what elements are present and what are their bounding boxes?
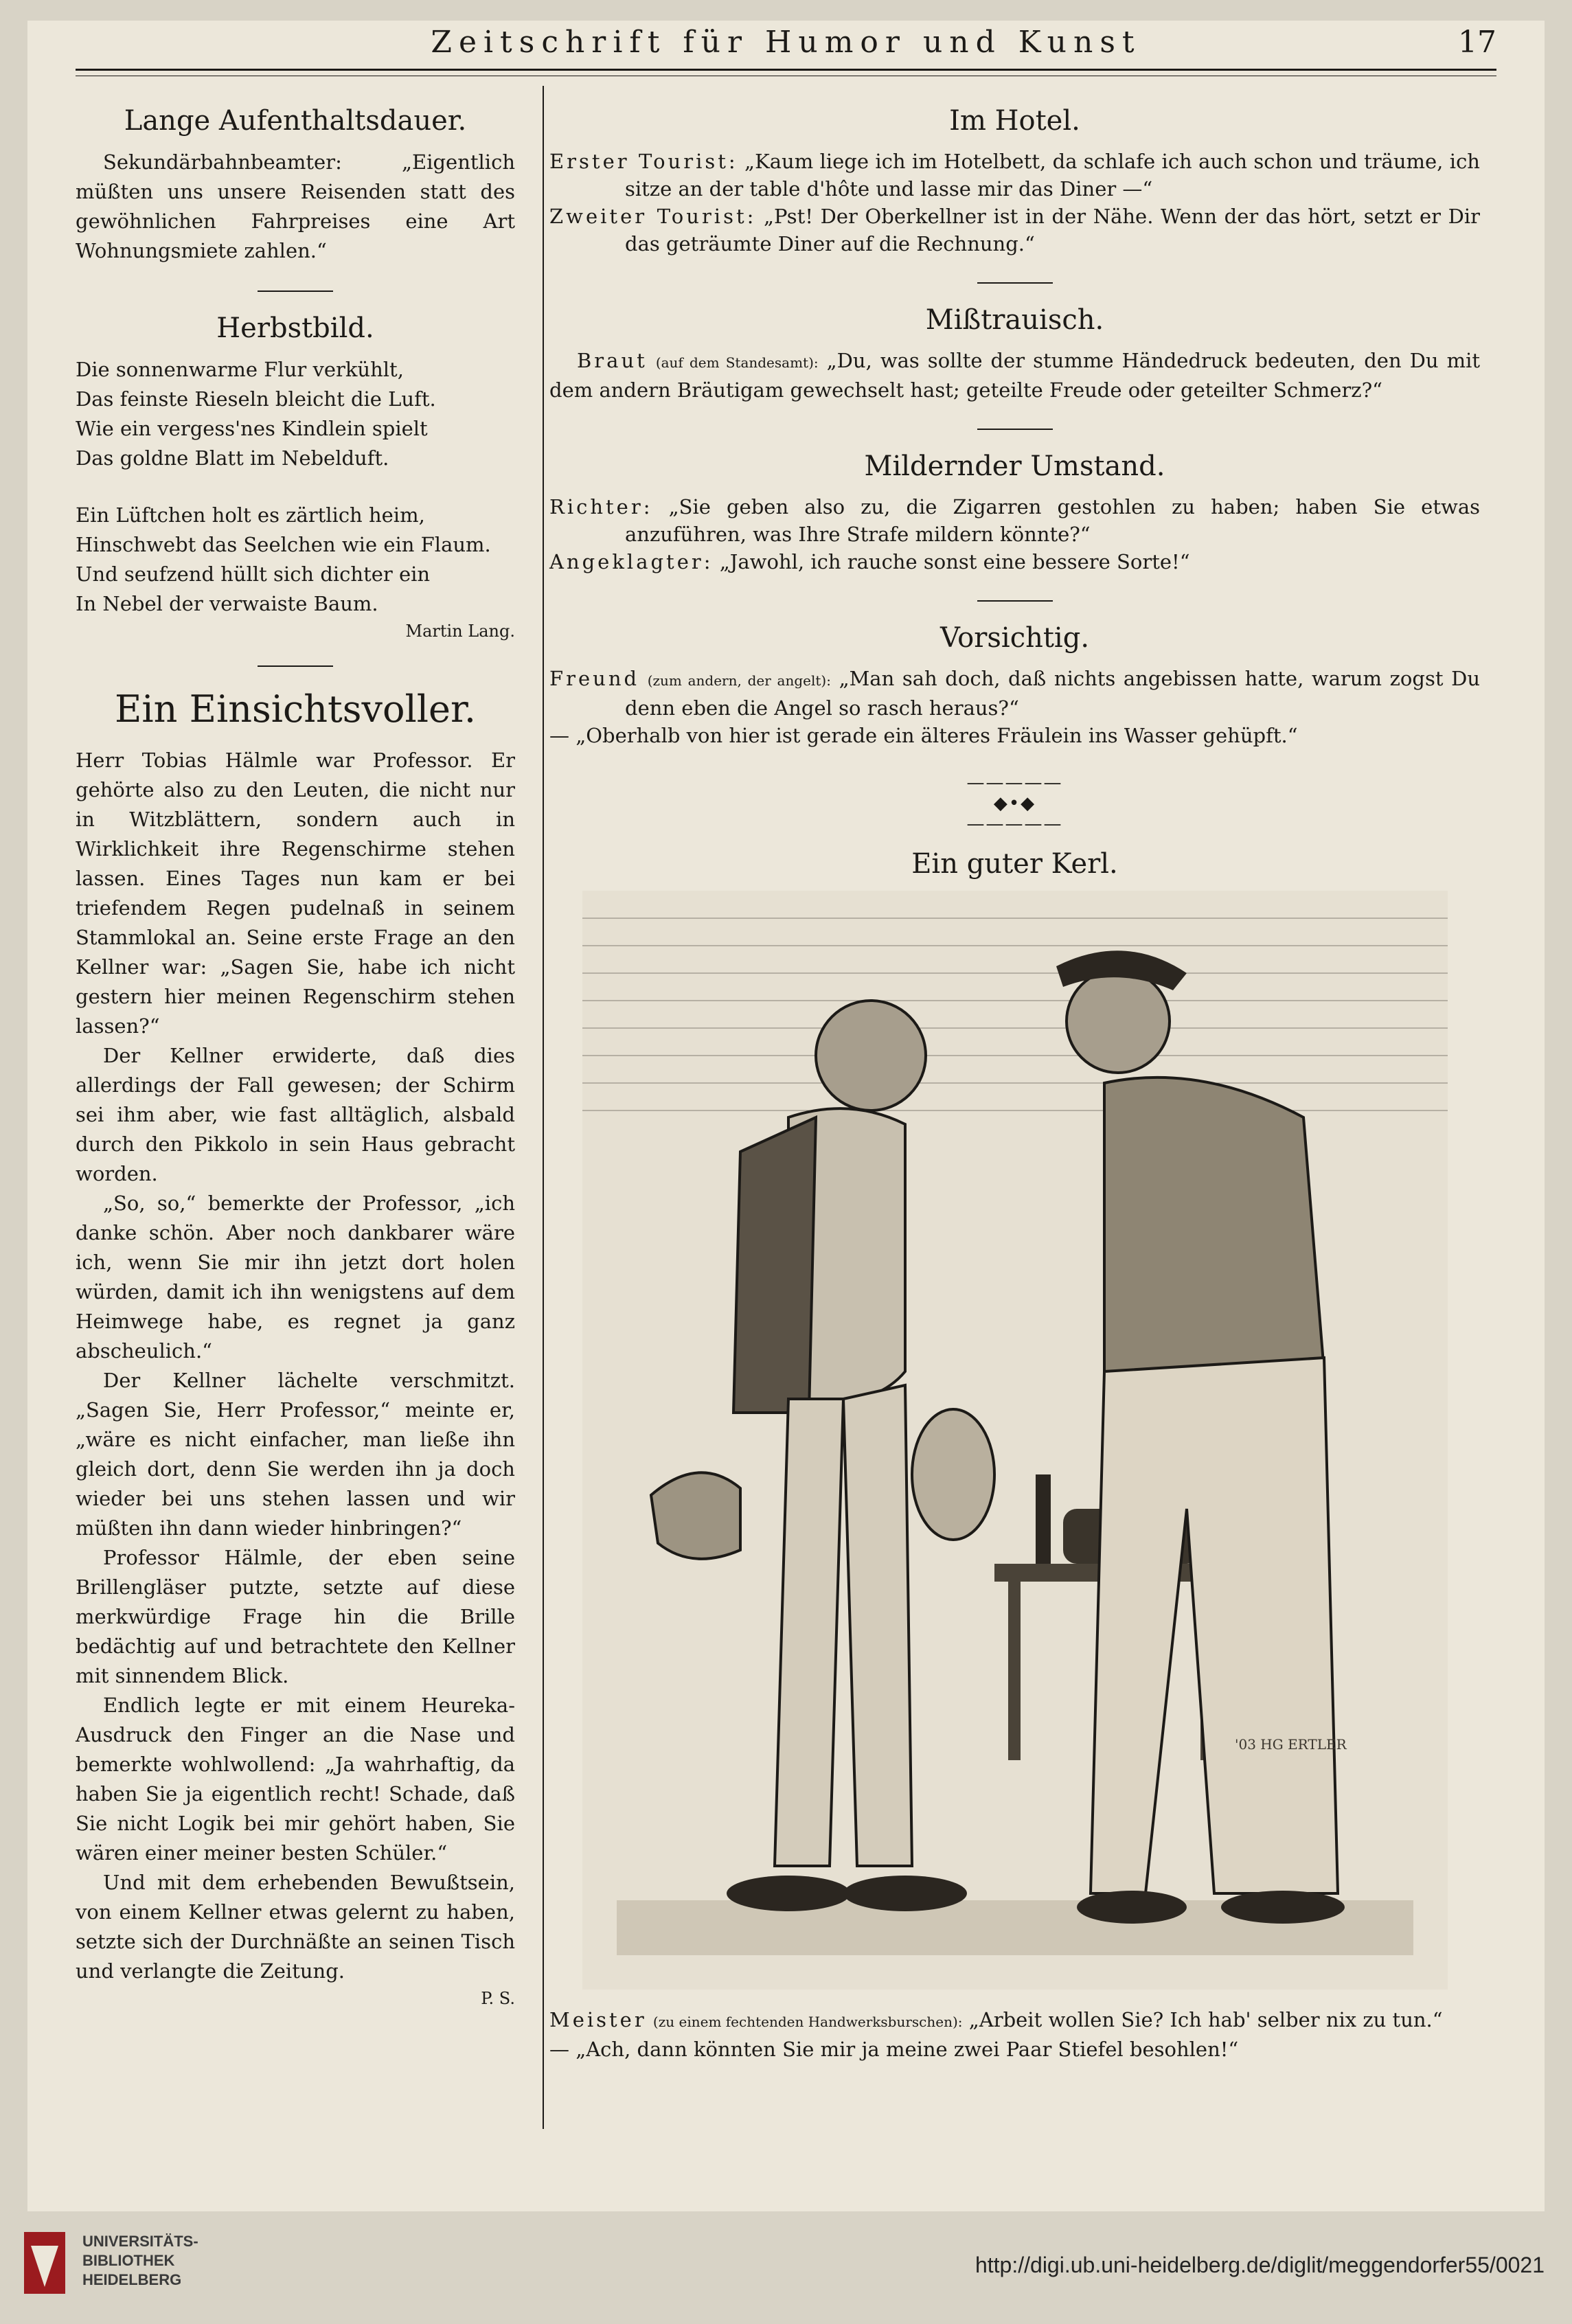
heading-vorsichtig: Vorsichtig.	[939, 622, 1090, 654]
heading-ein-einsichtsvoller: Ein Einsichtsvoller.	[114, 687, 477, 731]
header-rule	[76, 69, 1496, 71]
dialogue-line	[549, 493, 1480, 548]
heading-lange-aufenthaltsdauer: Lange Aufenthaltsdauer.	[124, 105, 467, 137]
left-column	[76, 93, 515, 2008]
university-logo-icon	[21, 2225, 69, 2301]
speech: „Kaum liege ich im Hotelbett, da schlafe ich auch schon und träume, ich sitze an der table d'hôte und lasse mir das Diner —“	[625, 150, 1480, 201]
library-name: UNIVERSITÄTS- BIBLIOTHEK HEIDELBERG	[82, 2233, 198, 2288]
story-paragraph: Der Kellner lächelte verschmitzt. „Sagen Sie, Herr Professor,“ meinte er, „wäre es nicht einfacher, man ließe ihn gleich dort, denn Sie werden ihn ja doch wieder bei uns stehen lassen und wir müßten ihn dann wieder hinbringen?“	[76, 1369, 515, 1540]
heading-mildernder-umstand: Mildernder Umstand.	[864, 451, 1165, 482]
page-number: 17	[1458, 25, 1496, 60]
column-divider	[543, 86, 544, 2129]
heading-ein-guter-kerl: Ein guter Kerl.	[911, 848, 1118, 880]
stage-note: (zu einem fechtenden Handwerksburschen):	[652, 2014, 963, 2030]
dialogue-line	[549, 148, 1480, 203]
speech: „Jawohl, ich rauche sonst eine bessere Sorte!“	[719, 550, 1190, 573]
speech: „Pst! Der Oberkellner ist in der Nähe. Wenn der das hört, setzt er Dir das geträumte Diner auf die Rechnung.“	[625, 205, 1481, 255]
author-signature: P. S.	[481, 1989, 515, 2008]
separator	[977, 429, 1053, 430]
separator	[977, 600, 1053, 602]
speaker: Angeklagter:	[549, 550, 714, 573]
dialogue-line	[549, 548, 1480, 576]
speech: „Man sah doch, daß nichts angebissen hatte, warum zogst Du denn eben die Angel so rasch heraus?“	[625, 667, 1481, 720]
ornament-divider: —————◆•◆—————	[966, 773, 1063, 834]
speech: „Sie geben also zu, die Zigarren gestohlen zu haben; haben Sie etwas anzuführen, was Ihre Strafe mildern könnte?“	[625, 495, 1480, 546]
speech: „Arbeit wollen Sie? Ich hab' selber nix zu tun.“	[968, 2008, 1443, 2031]
story-paragraph: Herr Tobias Hälmle war Professor. Er gehörte also zu den Leuten, die nicht nur in Witzblättern, sondern auch in Wirklichkeit ihre Regenschirme stehen lassen. Eines Tages nun kam er bei triefendem Regen pudelnaß in seinem Stammlokal an. Seine erste Frage an den Kellner war: „Sagen Sie, habe ich nicht gestern hier meinen Regenschirm stehen lassen?“	[76, 749, 515, 1038]
poem-stanza: Ein Lüftchen holt es zärtlich heim, Hinschwebt das Seelchen wie ein Flaum. Und seufzend hüllt sich dichter ein In Nebel der verwaiste Baum.	[76, 503, 491, 615]
speaker: Meister	[549, 2008, 647, 2031]
caption-line: — „Ach, dann könnten Sie mir ja meine zwei Paar Stiefel besohlen!“	[549, 2038, 1239, 2061]
caption-line	[549, 2006, 1480, 2036]
speech: „Du, was sollte der stumme Händedruck bedeuten, den Du mit dem andern Bräutigam gewechselt hast; geteilte Freude oder geteilter Schmerz?“	[549, 349, 1481, 402]
poem-stanza: Die sonnenwarme Flur verkühlt, Das feinste Rieseln bleicht die Luft. Wie ein vergess'nes Kindlein spielt Das goldne Blatt im Nebelduft.	[76, 358, 436, 470]
author-signature: Martin Lang.	[405, 622, 515, 641]
source-url[interactable]: http://digi.ub.uni-heidelberg.de/diglit/meggendorfer55/0021	[975, 2253, 1545, 2277]
separator	[258, 665, 333, 667]
story-paragraph: Und mit dem erhebenden Bewußtsein, von einem Kellner etwas gelernt zu haben, setzte sich der Durchnäßte an seinen Tisch und verlangte die Zeitung.	[76, 1871, 515, 1983]
dialogue-line: — „Oberhalb von hier ist gerade ein älteres Fräulein ins Wasser gehüpft.“	[549, 724, 1298, 747]
heading-im-hotel: Im Hotel.	[949, 105, 1080, 137]
heading-herbstbild: Herbstbild.	[216, 312, 374, 344]
dialogue-line	[549, 203, 1480, 258]
speaker: Braut	[577, 349, 648, 372]
separator	[258, 290, 333, 292]
stage-note: (auf dem Standesamt):	[655, 354, 819, 371]
heading-misstrauisch: Mißtrauisch.	[925, 304, 1104, 336]
stage-note: (zum andern, der angelt):	[647, 672, 831, 689]
story-paragraph: Endlich legte er mit einem Heureka-Ausdruck den Finger an die Nase und bemerkte wohlwollend: „Ja wahrhaftig, da haben Sie ja eigentlich recht! Schade, daß Sie nicht Logik bei mir gehört haben, Sie wären einer meiner besten Schüler.“	[76, 1694, 515, 1865]
right-column	[549, 93, 1480, 2063]
svg-text:'03 HG ERTLER: '03 HG ERTLER	[1234, 1736, 1347, 1753]
speaker: Richter:	[549, 495, 653, 519]
story-paragraph: „So, so,“ bemerkte der Professor, „ich danke schön. Aber noch dankbarer wäre ich, wenn Sie mir ihn jetzt dort holen würden, damit ich ihn wenigstens auf dem Heimwege habe, es regnet ja ganz abscheulich.“	[76, 1192, 515, 1363]
speaker: Erster Tourist:	[549, 150, 738, 173]
dialogue-line	[549, 665, 1480, 722]
dialogue-line	[549, 347, 1480, 404]
joke-text: Sekundärbahnbeamter: „Eigentlich müßten uns unsere Reisenden statt des gewöhnlichen Fahrpreises eine Art Wohnungsmiete zahlen.“	[76, 150, 515, 262]
speaker: Zweiter Tourist:	[549, 205, 757, 228]
speaker: Freund	[549, 667, 640, 690]
illustration	[582, 891, 1448, 1990]
story-paragraph: Der Kellner erwiderte, daß dies allerdings der Fall gewesen; der Schirm sei ihm aber, wie fast alltäglich, alsbald durch den Pikkolo in sein Haus gebracht worden.	[76, 1044, 515, 1185]
separator	[977, 282, 1053, 284]
journal-title: Zeitschrift für Humor und Kunst	[431, 25, 1141, 60]
story-paragraph: Professor Hälmle, der eben seine Brillengläser putzte, setzte auf diese merkwürdige Frage hin die Brille bedächtig auf und betrachtete den Kellner mit sinnendem Blick.	[76, 1546, 515, 1687]
viewer-footer	[0, 2211, 1572, 2324]
running-header	[76, 21, 1496, 65]
